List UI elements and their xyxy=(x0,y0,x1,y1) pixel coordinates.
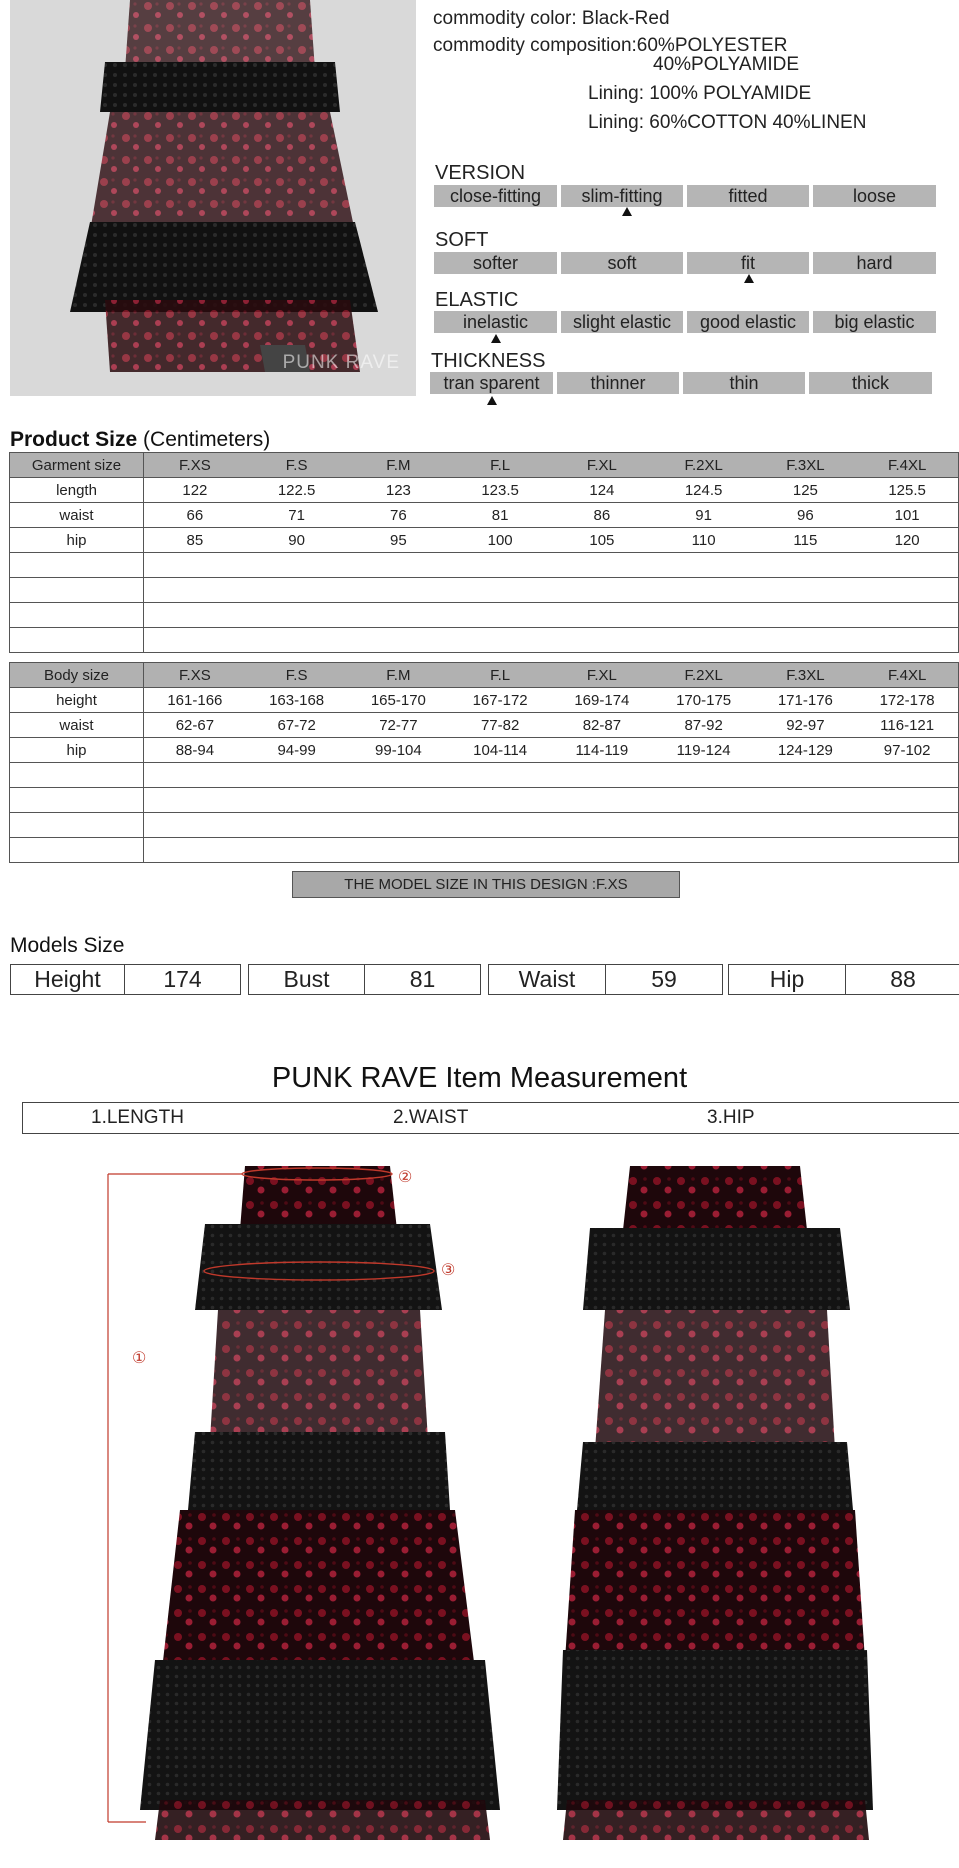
table-cell: 91 xyxy=(695,506,712,524)
skirt-front-image xyxy=(100,1150,520,1863)
table-header-row xyxy=(10,453,959,478)
table-cell: 99-104 xyxy=(375,741,422,759)
size-label: F.L xyxy=(490,456,511,474)
scale-elastic-option: inelastic xyxy=(434,311,557,333)
scale-thickness-option: thin xyxy=(683,372,805,394)
model-hip-label: Hip xyxy=(769,966,805,992)
spec-lining-2 xyxy=(588,112,866,134)
table-cell: 90 xyxy=(288,531,305,549)
scale-thickness-option: thinner xyxy=(557,372,679,394)
selection-marker-icon xyxy=(487,396,497,405)
table-cell: 122 xyxy=(182,481,208,499)
product-photo-top xyxy=(10,0,416,396)
table-cell: 97-102 xyxy=(883,741,931,759)
size-label: F.3XL xyxy=(786,456,825,474)
table-row xyxy=(10,738,959,763)
model-hip-box xyxy=(728,964,959,995)
scale-soft-option: softer xyxy=(434,252,557,274)
table-cell: 116-121 xyxy=(880,716,935,734)
marker-hip: ③ xyxy=(441,1262,456,1279)
size-label: F.S xyxy=(285,666,308,684)
table-row xyxy=(10,478,959,503)
table-cell: 82-87 xyxy=(582,716,622,734)
table-row xyxy=(10,713,959,738)
table-cell: 123 xyxy=(385,481,411,499)
selection-marker-icon xyxy=(622,207,632,216)
watermark: PUNK RAVE xyxy=(282,352,400,373)
table-cell: 165-170 xyxy=(370,691,426,709)
row-values xyxy=(144,528,959,553)
spec-lining-1-label: Lining: xyxy=(588,83,644,104)
table-cell: 88-94 xyxy=(175,741,215,759)
table-cell: 101 xyxy=(894,506,920,524)
model-bust-value: 81 xyxy=(364,965,480,994)
spec-color-label: commodity color: xyxy=(433,8,577,29)
row-label: waist xyxy=(10,713,144,738)
scale-title-elastic: ELASTIC xyxy=(435,289,519,311)
table-cell: 120 xyxy=(894,531,920,549)
table-cell: 115 xyxy=(793,531,818,549)
table-row xyxy=(10,503,959,528)
table-cell: 92-97 xyxy=(786,716,825,734)
product-size-title-bold: Product Size xyxy=(10,428,138,451)
size-label: F.L xyxy=(490,666,511,684)
scale-soft-option: soft xyxy=(561,252,683,274)
table-cell: 124.5 xyxy=(684,481,723,499)
scale-soft xyxy=(434,252,938,274)
scale-elastic xyxy=(434,311,938,333)
garment-size-header: Garment size xyxy=(10,453,144,478)
model-height-value: 174 xyxy=(124,965,240,994)
model-size-note: THE MODEL SIZE IN THIS DESIGN :F.XS xyxy=(292,871,680,898)
table-cell: 95 xyxy=(390,531,407,549)
size-label: F.XS xyxy=(179,456,211,474)
product-size-title xyxy=(10,428,270,452)
table-cell: 85 xyxy=(186,531,204,549)
table-cell: 124-129 xyxy=(777,741,833,759)
table-cell: 122.5 xyxy=(277,481,316,499)
size-label: F.4XL xyxy=(887,666,927,684)
row-values xyxy=(144,503,959,528)
model-waist-value: 59 xyxy=(605,965,722,994)
size-label: F.4XL xyxy=(887,456,927,474)
scale-thickness-option: tran sparent xyxy=(430,372,553,394)
scale-title-thickness: THICKNESS xyxy=(431,350,546,372)
model-bust-box xyxy=(248,964,481,995)
row-values xyxy=(144,738,959,763)
table-cell: 110 xyxy=(691,531,716,549)
table-cell: 86 xyxy=(593,506,611,524)
selection-marker-icon xyxy=(744,274,754,283)
scale-version-option: slim-fitting xyxy=(561,185,683,207)
scale-thickness-option: thick xyxy=(809,372,932,394)
measurement-title: PUNK RAVE Item Measurement xyxy=(271,1062,688,1094)
table-cell: 72-77 xyxy=(379,716,418,734)
table-cell: 62-67 xyxy=(175,716,215,734)
spec-lining-2-label: Lining: xyxy=(588,112,644,133)
spec-lining-1-value: 100% POLYAMIDE xyxy=(649,83,812,104)
spec-lining-1 xyxy=(588,83,811,105)
table-cell: 124 xyxy=(589,481,615,499)
selection-marker-icon xyxy=(491,334,501,343)
table-cell: 125 xyxy=(792,481,818,499)
scale-elastic-option: good elastic xyxy=(687,311,809,333)
spec-composition-label: commodity composition: xyxy=(433,35,637,56)
size-header-cells xyxy=(144,663,959,688)
model-hip-value: 88 xyxy=(845,965,959,994)
marker-length: ① xyxy=(132,1350,147,1367)
table-cell: 81 xyxy=(491,506,509,524)
empty-row xyxy=(10,553,959,578)
row-label: waist xyxy=(10,503,144,528)
model-height-box xyxy=(10,964,241,995)
spec-color-value: Black-Red xyxy=(581,8,670,29)
table-cell: 104-114 xyxy=(473,741,528,759)
empty-row xyxy=(10,628,959,653)
table-cell: 87-92 xyxy=(684,716,723,734)
table-cell: 100 xyxy=(487,531,513,549)
scale-elastic-option: slight elastic xyxy=(561,311,683,333)
model-waist-label: Waist xyxy=(518,966,576,992)
size-label: F.XL xyxy=(586,666,617,684)
row-label: height xyxy=(10,688,144,713)
table-cell: 169-174 xyxy=(574,691,630,709)
scale-title-version: VERSION xyxy=(435,162,526,184)
scale-title-soft: SOFT xyxy=(435,229,489,251)
table-row xyxy=(10,688,959,713)
table-cell: 114-119 xyxy=(575,741,629,759)
measurement-legend-bar xyxy=(22,1102,959,1134)
table-cell: 123.5 xyxy=(481,481,519,499)
row-values xyxy=(144,478,959,503)
table-cell: 172-178 xyxy=(879,691,935,709)
spec-color xyxy=(433,8,670,30)
table-cell: 125.5 xyxy=(888,481,926,499)
models-size-title: Models Size xyxy=(10,934,125,957)
size-label: F.2XL xyxy=(684,456,723,474)
model-height-label: Height xyxy=(34,966,101,992)
model-waist-box xyxy=(488,964,723,995)
table-cell: 77-82 xyxy=(480,716,520,734)
table-cell: 71 xyxy=(288,506,305,524)
row-label: hip xyxy=(10,528,144,553)
size-label: F.2XL xyxy=(684,666,723,684)
empty-row xyxy=(10,838,959,863)
table-cell: 96 xyxy=(797,506,814,524)
spec-lining-2-value: 60%COTTON 40%LINEN xyxy=(649,112,867,133)
scale-version xyxy=(434,185,938,207)
empty-row xyxy=(10,603,959,628)
scale-version-option: close-fitting xyxy=(434,185,557,207)
measurement-item-length: 1.LENGTH xyxy=(91,1107,184,1128)
table-cell: 67-72 xyxy=(277,716,316,734)
row-values xyxy=(144,713,959,738)
measurement-item-waist: 2.WAIST xyxy=(393,1107,469,1128)
table-cell: 171-176 xyxy=(777,691,833,709)
table-cell: 119-124 xyxy=(676,741,731,759)
spec-composition-line2: 40%POLYAMIDE xyxy=(653,54,800,75)
model-bust-label: Bust xyxy=(283,966,330,992)
table-row xyxy=(10,528,959,553)
scale-soft-option: hard xyxy=(813,252,936,274)
row-label: hip xyxy=(10,738,144,763)
table-header-row xyxy=(10,663,959,688)
row-label: length xyxy=(10,478,144,503)
table-cell: 161-166 xyxy=(167,691,223,709)
body-size-table xyxy=(9,662,959,863)
spec-composition-line1: 60%POLYESTER xyxy=(636,35,788,56)
table-cell: 66 xyxy=(186,506,204,524)
scale-elastic-option: big elastic xyxy=(813,311,936,333)
table-cell: 163-168 xyxy=(269,691,325,709)
measurement-item-hip: 3.HIP xyxy=(707,1107,755,1128)
skirt-back-image xyxy=(555,1150,875,1863)
table-cell: 167-172 xyxy=(472,691,528,709)
empty-row xyxy=(10,763,959,788)
size-label: F.M xyxy=(386,666,411,684)
scale-thickness xyxy=(430,372,934,394)
size-label: F.XL xyxy=(586,456,617,474)
size-label: F.M xyxy=(386,456,411,474)
table-cell: 94-99 xyxy=(277,741,316,759)
size-label: F.S xyxy=(285,456,308,474)
table-cell: 76 xyxy=(390,506,407,524)
empty-row xyxy=(10,813,959,838)
empty-row xyxy=(10,788,959,813)
garment-size-table xyxy=(9,452,959,653)
scale-soft-option: fit xyxy=(687,252,809,274)
size-header-cells xyxy=(144,453,959,478)
marker-waist: ② xyxy=(398,1169,413,1186)
table-cell: 105 xyxy=(589,531,615,549)
scale-version-option: loose xyxy=(813,185,936,207)
empty-row xyxy=(10,578,959,603)
size-label: F.3XL xyxy=(786,666,825,684)
size-label: F.XS xyxy=(179,666,211,684)
product-size-title-unit: (Centimeters) xyxy=(143,428,271,451)
scale-version-option: fitted xyxy=(687,185,809,207)
row-values xyxy=(144,688,959,713)
table-cell: 170-175 xyxy=(676,691,732,709)
body-size-header: Body size xyxy=(10,663,144,688)
